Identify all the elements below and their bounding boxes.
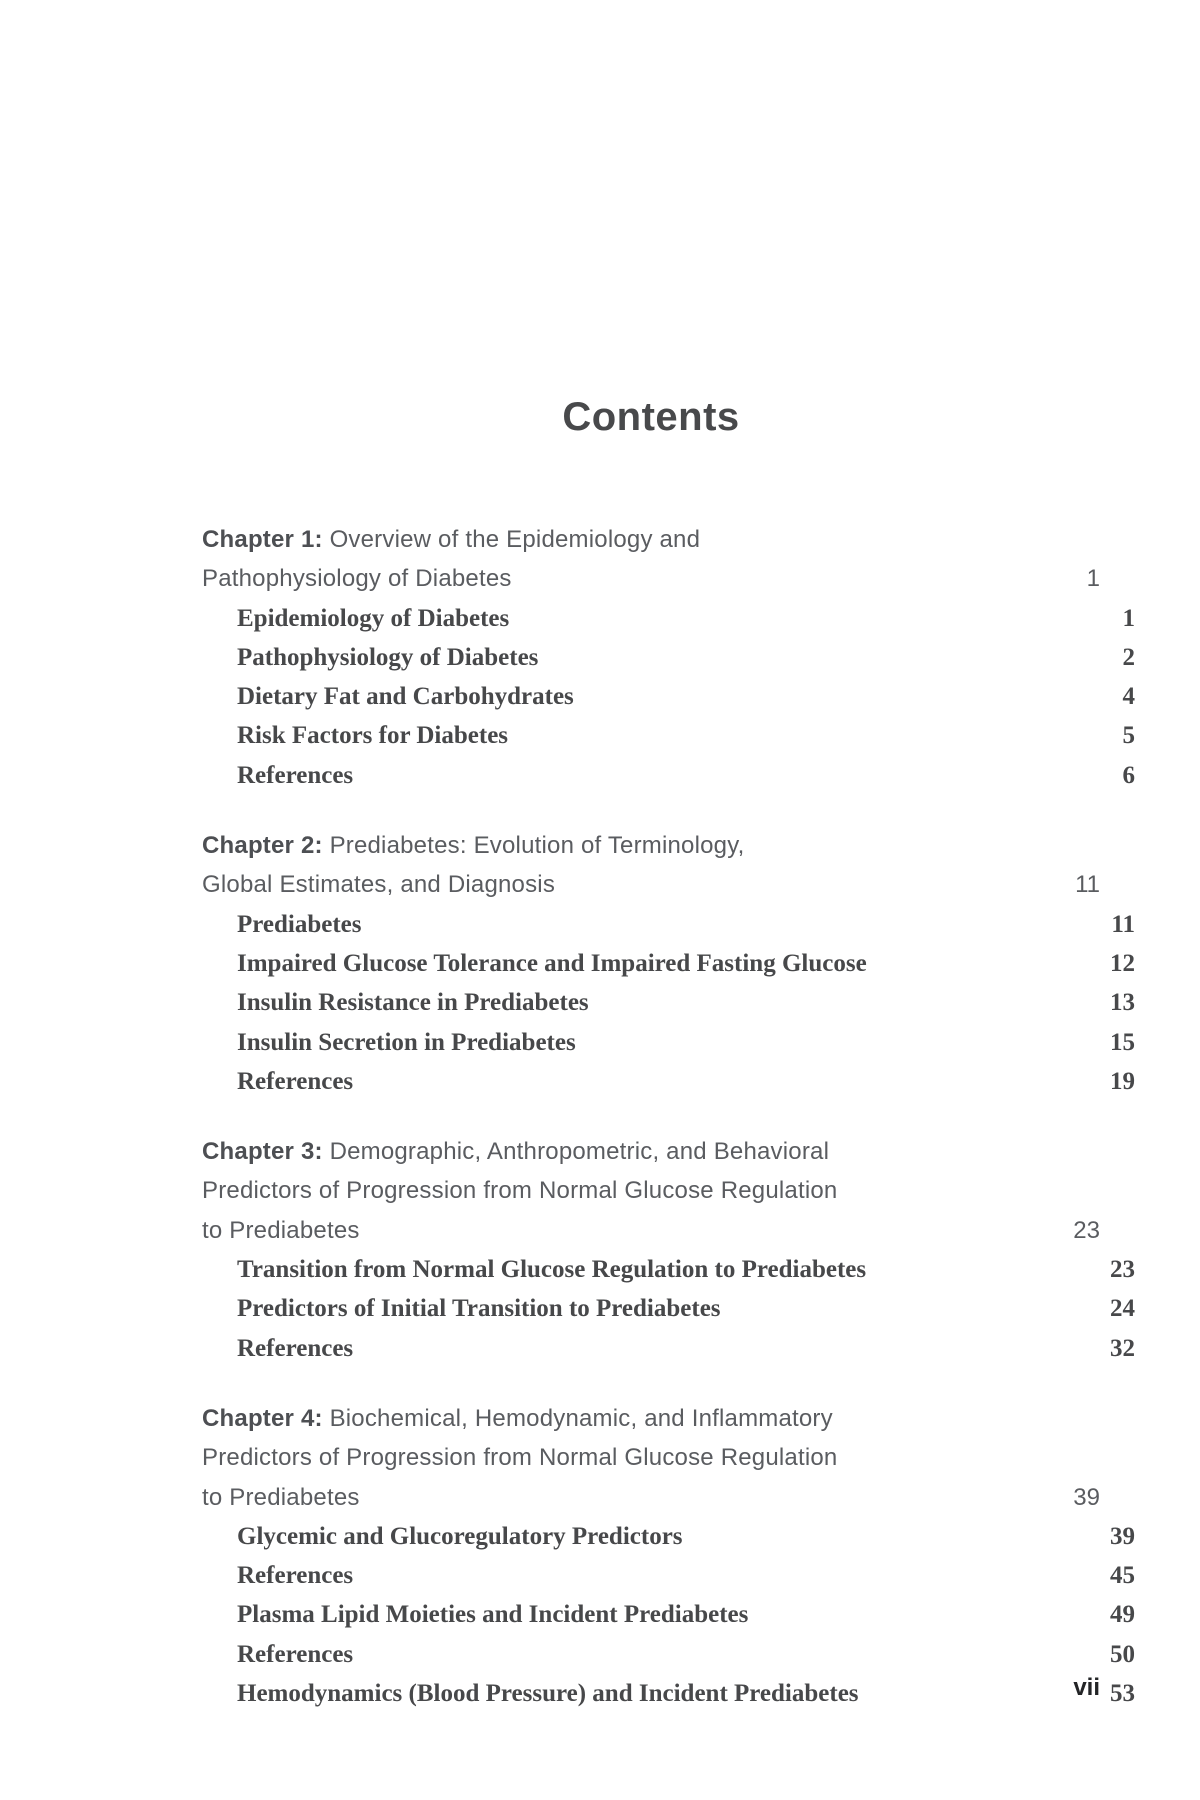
toc-entry-title: Hemodynamics (Blood Pressure) and Incident Prediabetes <box>237 1680 859 1708</box>
toc-entry-title: Prediabetes <box>237 910 362 938</box>
chapter-title-text: to Prediabetes <box>202 1483 360 1511</box>
toc-entry-page-number: 24 <box>1110 1295 1135 1323</box>
chapter-page-number: 39 <box>1073 1483 1100 1511</box>
chapter-block <box>202 522 1135 797</box>
chapter-heading <box>202 828 1100 907</box>
chapter-number-label: Chapter 4: <box>202 1404 323 1432</box>
chapter-title-text: Demographic, Anthropometric, and Behavioral <box>329 1138 830 1166</box>
chapter-title-text: Predictors of Progression from Normal Glucose Regulation <box>202 1444 838 1472</box>
toc-entry <box>202 946 1135 985</box>
folio-page-number: vii <box>1073 1674 1100 1701</box>
toc-entry-page-number: 4 <box>1122 683 1135 711</box>
chapter-heading-line <box>202 1440 1100 1479</box>
chapter-entries <box>202 907 1135 1103</box>
toc-entry <box>202 1519 1135 1558</box>
toc-entry <box>202 1558 1135 1597</box>
chapter-heading-line <box>202 1401 1100 1440</box>
toc-entry-page-number: 19 <box>1110 1067 1135 1095</box>
toc-entry <box>202 601 1135 640</box>
toc-entry-page-number: 32 <box>1110 1334 1135 1362</box>
chapter-heading-text <box>202 565 512 592</box>
chapter-heading-line <box>202 1213 1100 1252</box>
toc-entry-title: Dietary Fat and Carbohydrates <box>237 683 574 711</box>
chapter-heading <box>202 522 1100 601</box>
chapter-title-text: Overview of the Epidemiology and <box>329 526 701 553</box>
toc-entry-title: References <box>237 1334 354 1362</box>
toc-entry <box>202 1064 1135 1103</box>
toc-entry-page-number: 50 <box>1110 1640 1135 1668</box>
chapter-page-number: 1 <box>1086 565 1100 593</box>
toc-entry-title: Predictors of Initial Transition to Prediabetes <box>237 1295 721 1323</box>
toc-entry-title: Insulin Resistance in Prediabetes <box>237 989 589 1017</box>
toc-entry <box>202 1331 1135 1370</box>
chapter-number-label: Chapter 2: <box>202 832 323 860</box>
toc-entry-title: Epidemiology of Diabetes <box>237 604 510 632</box>
chapter-heading-line <box>202 867 1100 906</box>
chapter-entries <box>202 601 1135 797</box>
toc-entry <box>202 640 1135 679</box>
toc-entry <box>202 1291 1135 1330</box>
chapter-heading-line <box>202 1480 1100 1519</box>
table-of-contents <box>202 522 1135 1715</box>
toc-entry-page-number: 13 <box>1110 989 1135 1017</box>
toc-entry-title: References <box>237 1562 354 1590</box>
page-title: Contents <box>562 395 740 439</box>
toc-entry <box>202 907 1135 946</box>
toc-entry-title: Pathophysiology of Diabetes <box>237 643 539 671</box>
chapter-title-text: Biochemical, Hemodynamic, and Inflammatory <box>329 1404 833 1432</box>
toc-entry-title: References <box>237 1067 354 1095</box>
chapter-heading-line <box>202 522 1100 561</box>
chapter-heading <box>202 1401 1100 1519</box>
chapter-title-text: Prediabetes: Evolution of Terminology, <box>329 832 745 860</box>
toc-entry <box>202 718 1135 757</box>
chapter-heading-line <box>202 561 1100 600</box>
toc-entry <box>202 985 1135 1024</box>
chapter-heading-line <box>202 1173 1100 1212</box>
chapter-entries <box>202 1252 1135 1370</box>
chapter-block <box>202 1134 1135 1370</box>
chapter-heading-text <box>202 1217 360 1244</box>
chapter-heading-line <box>202 1134 1100 1173</box>
chapter-page-number: 23 <box>1073 1216 1100 1244</box>
toc-entry-page-number: 2 <box>1122 643 1135 671</box>
chapter-heading-text <box>202 1484 360 1511</box>
chapter-number-label: Chapter 3: <box>202 1138 323 1166</box>
toc-entry-title: Plasma Lipid Moieties and Incident Prediabetes <box>237 1601 749 1629</box>
toc-entry-page-number: 6 <box>1122 761 1135 789</box>
chapter-title-text: Pathophysiology of Diabetes <box>202 565 512 593</box>
toc-entry-page-number: 45 <box>1110 1562 1135 1590</box>
toc-entry-title: Impaired Glucose Tolerance and Impaired Fasting Glucose <box>237 949 867 977</box>
toc-entry-page-number: 23 <box>1110 1256 1135 1284</box>
toc-entry-page-number: 53 <box>1110 1680 1135 1708</box>
toc-entry-title: References <box>237 761 354 789</box>
toc-entry <box>202 1637 1135 1676</box>
chapter-number-label: Chapter 1: <box>202 526 323 553</box>
toc-entry-page-number: 49 <box>1110 1601 1135 1629</box>
chapter-block <box>202 1401 1135 1715</box>
chapter-title-text: to Prediabetes <box>202 1216 360 1244</box>
toc-entry-page-number: 11 <box>1111 910 1135 938</box>
chapter-block <box>202 828 1135 1103</box>
chapter-title-text: Predictors of Progression from Normal Glucose Regulation <box>202 1177 838 1205</box>
chapter-heading <box>202 1134 1100 1252</box>
toc-entry-page-number: 12 <box>1110 949 1135 977</box>
toc-entry <box>202 758 1135 797</box>
chapter-heading-text <box>202 832 745 859</box>
chapter-heading-line <box>202 828 1100 867</box>
chapter-page-number: 11 <box>1075 871 1100 899</box>
chapter-heading-text <box>202 1138 829 1165</box>
chapter-heading-text <box>202 1177 837 1204</box>
toc-entry <box>202 1252 1135 1291</box>
toc-entry-page-number: 39 <box>1110 1522 1135 1550</box>
toc-entry <box>202 1025 1135 1064</box>
chapter-heading-text <box>202 526 700 553</box>
toc-entry-title: Transition from Normal Glucose Regulation to Prediabetes <box>237 1256 867 1284</box>
chapter-title-text: Global Estimates, and Diagnosis <box>202 871 556 899</box>
toc-entry-page-number: 5 <box>1122 722 1135 750</box>
toc-entry-page-number: 1 <box>1122 604 1135 632</box>
chapter-heading-text <box>202 1444 837 1471</box>
toc-entry <box>202 1597 1135 1636</box>
toc-entry-title: Insulin Secretion in Prediabetes <box>237 1028 576 1056</box>
toc-entry-page-number: 15 <box>1110 1028 1135 1056</box>
toc-entry-title: References <box>237 1640 354 1668</box>
toc-entry <box>202 679 1135 718</box>
chapter-heading-text <box>202 871 555 898</box>
toc-entry-title: Glycemic and Glucoregulatory Predictors <box>237 1522 683 1550</box>
chapter-heading-text <box>202 1405 833 1432</box>
toc-entry-title: Risk Factors for Diabetes <box>237 722 509 750</box>
